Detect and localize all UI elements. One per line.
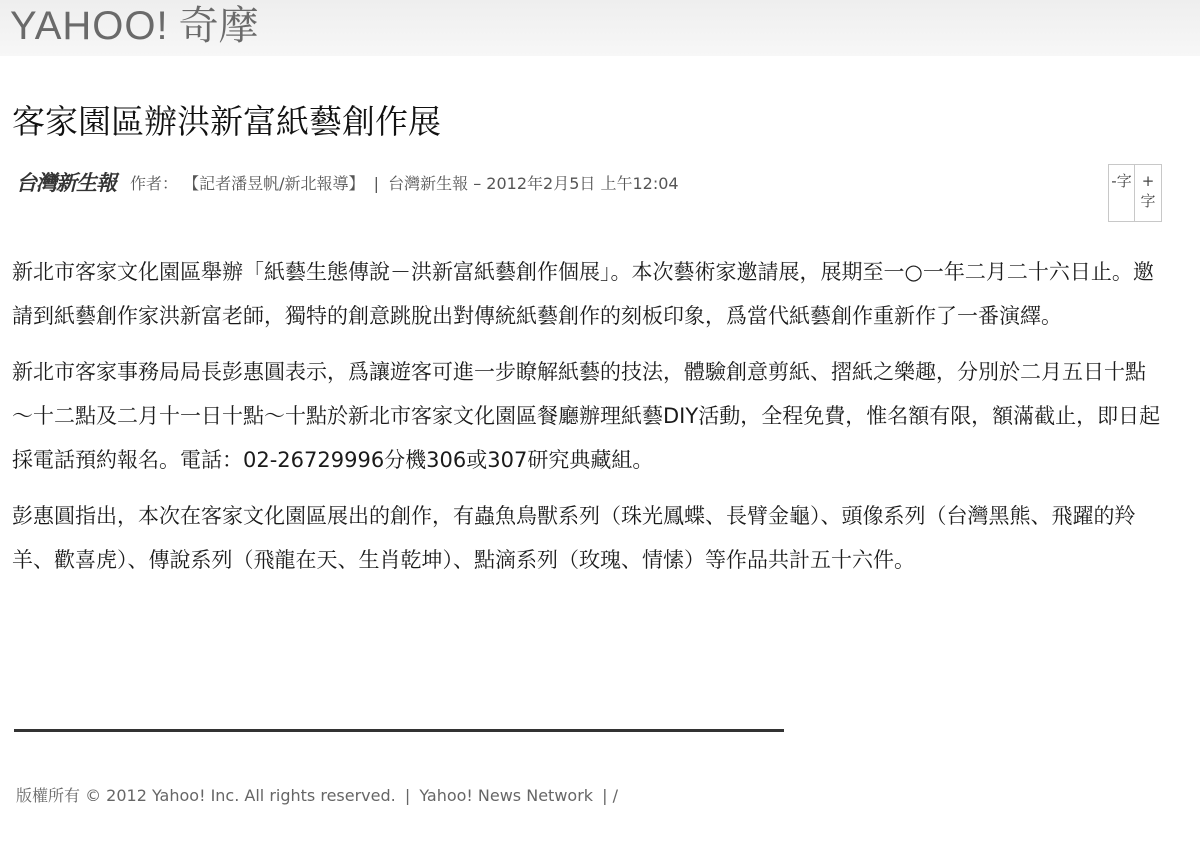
yahoo-logo[interactable] — [10, 4, 259, 48]
copyright-text: 版權所有 © 2012 Yahoo! Inc. All rights reserved. — [16, 786, 396, 805]
publish-date: 2012年2月5日 上午12:04 — [486, 173, 679, 193]
article-body — [12, 250, 1162, 594]
font-size-controls — [1108, 164, 1162, 222]
news-network-link[interactable]: Yahoo! News Network — [419, 786, 594, 805]
byline-separator: | — [373, 173, 379, 193]
article-paragraph: 彭惠圓指出，本次在客家文化園區展出的創作，有蟲魚鳥獸系列（珠光鳳蝶、長臂金龜）、頭像系列（台灣黑熊、飛躍的羚羊、歡喜虎）、傳說系列（飛龍在天、生肖乾坤）、點滴系列（玫瑰、情愫）等作品共計五十六件。 — [12, 504, 1136, 572]
footer-trailing: | / — [602, 786, 618, 805]
author-name: 【記者潘昱帆/新北報導】 — [183, 173, 365, 193]
increase-font-button[interactable]: + 字 — [1135, 164, 1162, 222]
publisher-name: 台灣新生報 — [388, 173, 469, 193]
byline — [16, 168, 679, 196]
article-divider — [14, 729, 784, 732]
site-header — [0, 0, 1200, 56]
decrease-font-button[interactable]: -字 — [1108, 164, 1135, 222]
brand-cjk: 奇摩 — [178, 3, 259, 49]
source-logo: 台灣新生報 — [16, 170, 116, 195]
copyright-footer — [16, 784, 622, 808]
byline-dash: – — [473, 173, 482, 193]
byline-text — [130, 171, 679, 194]
article-paragraph: 新北市客家文化園區舉辦「紙藝生態傳說－洪新富紙藝創作個展」。本次藝術家邀請展，展期至一○一年二月二十六日止。邀請到紙藝創作家洪新富老師，獨特的創意跳脫出對傳統紙藝創作的刻板印象，爲當代紙藝創作重新作了一番演繹。 — [12, 260, 1154, 328]
brand-latin: YAHOO! — [10, 4, 169, 48]
author-label: 作者： — [130, 173, 179, 193]
article-title: 客家園區辦洪新富紙藝創作展 — [12, 102, 441, 141]
article-paragraph: 新北市客家事務局局長彭惠圓表示，爲讓遊客可進一步瞭解紙藝的技法，體驗創意剪紙、摺紙之樂趣，分別於二月五日十點～十二點及二月十一日十點～十點於新北市客家文化園區餐廳辦理紙藝DIY活動，全程免費，惟名額有限，額滿截止，即日起採電話預約報名。電話：02-26729996分機306或307研究典藏組。 — [12, 360, 1161, 472]
footer-separator: | — [404, 786, 411, 805]
